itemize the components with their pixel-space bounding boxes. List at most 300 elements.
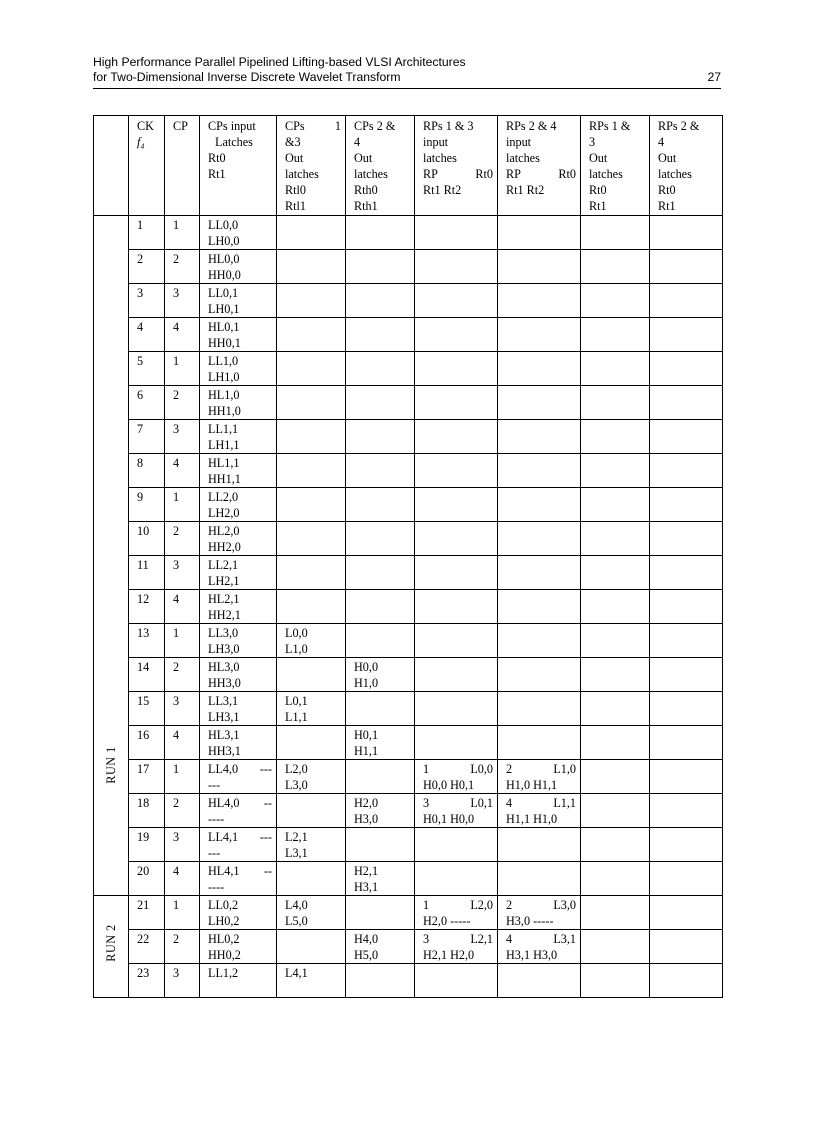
rps-2-4-input-cell xyxy=(498,692,581,726)
rps-2-4-input-cell xyxy=(498,318,581,352)
cp-input-dash: --- xyxy=(259,830,272,844)
cps-2-4-value: H1,1 xyxy=(354,744,379,758)
cps-2-4-out-cell xyxy=(346,454,415,488)
cps-2-4-out-cell xyxy=(346,420,415,454)
rps-1-3-out-cell xyxy=(581,760,650,794)
cps-2-4-value: H0,1 xyxy=(354,728,379,742)
rps-1-3-out-cell xyxy=(581,250,650,284)
ck-value: 19 xyxy=(137,830,150,844)
cp-input-cell xyxy=(200,658,277,692)
cp-value: 2 xyxy=(173,796,180,810)
cp-value: 1 xyxy=(173,898,180,912)
cp-cell xyxy=(165,964,200,998)
ck-value: 7 xyxy=(137,422,144,436)
ck-value: 13 xyxy=(137,626,150,640)
cp-input-value: HH1,1 xyxy=(208,472,241,486)
rps-2-4-line xyxy=(506,761,576,777)
rps-1-3-input-cell xyxy=(415,216,498,250)
rps-1-3-out-cell xyxy=(581,794,650,828)
cp-value: 3 xyxy=(173,558,180,572)
cp-value: 4 xyxy=(173,592,180,606)
rps-2-4-out-cell xyxy=(650,590,723,624)
rps-2-4-out-cell xyxy=(650,556,723,590)
cp-cell xyxy=(165,522,200,556)
rps-1-3-out-cell xyxy=(581,522,650,556)
cps-1-3-out-cell xyxy=(277,556,346,590)
cp-input-value: HL4,1 xyxy=(208,864,240,878)
cps-1-3-value: L4,0 xyxy=(285,898,308,912)
cp-input-cell xyxy=(200,488,277,522)
table-row xyxy=(94,692,723,726)
rps-1-3-input-cell xyxy=(415,590,498,624)
cp-value: 2 xyxy=(173,388,180,402)
ck-cell xyxy=(129,352,165,386)
rps-1-3-value: L0,1 xyxy=(470,796,493,810)
rps-1-3-input-cell xyxy=(415,250,498,284)
rps-2-4-input-cell xyxy=(498,760,581,794)
cps-1-3-out-cell xyxy=(277,420,346,454)
rps-1-3-input-cell xyxy=(415,692,498,726)
cps-1-3-out-cell xyxy=(277,726,346,760)
ck-value: 18 xyxy=(137,796,150,810)
rps-1-3-input-cell xyxy=(415,658,498,692)
rps-2-4-line xyxy=(506,931,576,947)
rps-1-3-value: L2,1 xyxy=(470,932,493,946)
rps-2-4-out-cell xyxy=(650,420,723,454)
rps-2-4-input-cell xyxy=(498,284,581,318)
rps-2-4-line xyxy=(506,897,576,913)
rps-1-3-value: H2,1 H2,0 xyxy=(423,948,475,962)
cp-input-cell xyxy=(200,692,277,726)
cp-input-value: LH2,1 xyxy=(208,574,240,588)
cp-cell xyxy=(165,760,200,794)
cp-value: 4 xyxy=(173,320,180,334)
table-row xyxy=(94,590,723,624)
cp-input-cell xyxy=(200,556,277,590)
rp-number: 4 xyxy=(506,796,513,810)
cp-input-cell xyxy=(200,760,277,794)
cp-input-value: HL3,0 xyxy=(208,660,240,674)
cp-input-value: HH0,1 xyxy=(208,336,241,350)
cps-1-3-out-cell xyxy=(277,590,346,624)
cp-value: 3 xyxy=(173,966,180,980)
cp-cell xyxy=(165,794,200,828)
page-number: 27 xyxy=(707,70,721,84)
cps-2-4-value: H4,0 xyxy=(354,932,379,946)
table-row xyxy=(94,828,723,862)
cp-input-line xyxy=(208,761,272,777)
cps-1-3-value: L4,1 xyxy=(285,966,308,980)
table-row xyxy=(94,556,723,590)
table-row xyxy=(94,420,723,454)
cp-input-cell xyxy=(200,250,277,284)
cp-input-line xyxy=(208,863,272,879)
rps-2-4-input-cell xyxy=(498,522,581,556)
cp-input-dash: -- xyxy=(263,796,272,810)
ck-cell xyxy=(129,250,165,284)
cps-2-4-out-cell xyxy=(346,590,415,624)
cp-value: 2 xyxy=(173,252,180,266)
table-body xyxy=(94,216,723,998)
ck-cell xyxy=(129,930,165,964)
table-row xyxy=(94,522,723,556)
rps-2-4-value: H1,1 H1,0 xyxy=(506,812,558,826)
ck-value: 3 xyxy=(137,286,144,300)
ck-cell xyxy=(129,556,165,590)
rps-1-3-input-cell xyxy=(415,556,498,590)
cp-value: 2 xyxy=(173,660,180,674)
ck-value: 2 xyxy=(137,252,144,266)
cp-input-value: LL0,1 xyxy=(208,286,239,300)
cps-1-3-out-cell xyxy=(277,964,346,998)
cp-value: 1 xyxy=(173,354,180,368)
rps-2-4-out-cell xyxy=(650,896,723,930)
rps-2-4-out-cell xyxy=(650,964,723,998)
cps-1-3-out-cell xyxy=(277,862,346,896)
rps-1-3-out-cell xyxy=(581,284,650,318)
cp-input-cell xyxy=(200,318,277,352)
rps-1-3-value: L2,0 xyxy=(470,898,493,912)
cp-cell xyxy=(165,454,200,488)
cp-cell xyxy=(165,828,200,862)
cp-cell xyxy=(165,386,200,420)
cps-1-3-value: L1,0 xyxy=(285,642,308,656)
ck-cell xyxy=(129,896,165,930)
cp-input-value: HH3,1 xyxy=(208,744,241,758)
table-row xyxy=(94,386,723,420)
cp-cell xyxy=(165,318,200,352)
rps-2-4-out-cell xyxy=(650,862,723,896)
running-title-line-1: High Performance Parallel Pipelined Lifting-based VLSI Architectures xyxy=(93,55,466,69)
cp-input-value: HH1,0 xyxy=(208,404,241,418)
corner-cell xyxy=(94,116,129,216)
rps-2-4-input-cell xyxy=(498,828,581,862)
cps-2-4-out-cell xyxy=(346,386,415,420)
rps-2-4-input-cell xyxy=(498,726,581,760)
cp-value: 1 xyxy=(173,762,180,776)
cps-2-4-out-cell xyxy=(346,692,415,726)
rps-1-3-input-cell xyxy=(415,930,498,964)
rps-2-4-input-cell xyxy=(498,658,581,692)
cp-input-cell xyxy=(200,862,277,896)
cps-1-3-value: L2,0 xyxy=(285,762,308,776)
rps-2-4-input-cell xyxy=(498,862,581,896)
cps-1-3-value: L1,1 xyxy=(285,710,308,724)
rps-2-4-input-cell xyxy=(498,216,581,250)
rps-1-3-line xyxy=(423,795,493,811)
rps-2-4-input-cell xyxy=(498,896,581,930)
rps-2-4-input-cell xyxy=(498,386,581,420)
ck-value: 17 xyxy=(137,762,150,776)
rps-2-4-input-cell xyxy=(498,794,581,828)
rps-1-3-input-cell xyxy=(415,488,498,522)
rps-1-3-line xyxy=(423,897,493,913)
cp-input-value: LH2,0 xyxy=(208,506,240,520)
ck-value: 15 xyxy=(137,694,150,708)
cp-input-cell xyxy=(200,420,277,454)
cps-2-4-out-cell xyxy=(346,250,415,284)
rps-2-4-input-cell xyxy=(498,624,581,658)
table-row xyxy=(94,488,723,522)
rps-1-3-input-cell xyxy=(415,726,498,760)
cps-2-4-out-cell xyxy=(346,760,415,794)
ck-cell xyxy=(129,216,165,250)
cps-1-3-out-cell xyxy=(277,624,346,658)
rp-number: 1 xyxy=(423,762,430,776)
cps-2-4-out-cell xyxy=(346,828,415,862)
cp-input-value: LL2,0 xyxy=(208,490,239,504)
cps-2-4-out-cell xyxy=(346,216,415,250)
cps-2-4-out-cell xyxy=(346,896,415,930)
ck-value: 1 xyxy=(137,218,144,232)
table-row xyxy=(94,794,723,828)
rp-number: 2 xyxy=(506,898,513,912)
rps-1-3-input-cell xyxy=(415,318,498,352)
cp-input-cell xyxy=(200,522,277,556)
cp-value: 2 xyxy=(173,524,180,538)
rps-2-4-out-cell xyxy=(650,284,723,318)
ck-cell xyxy=(129,692,165,726)
ck-cell xyxy=(129,658,165,692)
cps-1-3-out-cell xyxy=(277,692,346,726)
cp-cell xyxy=(165,726,200,760)
cps-1-3-out-cell xyxy=(277,522,346,556)
cps-2-4-out-cell xyxy=(346,624,415,658)
ck-cell xyxy=(129,488,165,522)
col-rps-2-4-input: RPs 2 & 4 input latches RP Rt0 Rt1 Rt2 xyxy=(498,116,581,216)
rps-2-4-input-cell xyxy=(498,352,581,386)
rps-2-4-out-cell xyxy=(650,692,723,726)
cp-input-cell xyxy=(200,352,277,386)
table-row xyxy=(94,454,723,488)
col-cp: CP xyxy=(165,116,200,216)
cps-1-3-out-cell xyxy=(277,658,346,692)
cps-2-4-value: H2,1 xyxy=(354,864,379,878)
rps-2-4-value: L3,0 xyxy=(553,898,576,912)
cps-2-4-value: H1,0 xyxy=(354,676,379,690)
rps-1-3-input-cell xyxy=(415,862,498,896)
cp-input-value: LH3,0 xyxy=(208,642,240,656)
cp-input-value: HH2,1 xyxy=(208,608,241,622)
rps-1-3-out-cell xyxy=(581,454,650,488)
cps-2-4-out-cell xyxy=(346,964,415,998)
ck-cell xyxy=(129,760,165,794)
cp-input-cell xyxy=(200,624,277,658)
cps-1-3-out-cell xyxy=(277,318,346,352)
cps-1-3-value: L0,1 xyxy=(285,694,308,708)
cp-cell xyxy=(165,624,200,658)
cp-input-cell xyxy=(200,828,277,862)
rps-1-3-out-cell xyxy=(581,930,650,964)
table-row xyxy=(94,658,723,692)
ck-cell xyxy=(129,828,165,862)
rps-2-4-input-cell xyxy=(498,420,581,454)
table-row xyxy=(94,624,723,658)
rps-2-4-input-cell xyxy=(498,454,581,488)
cps-1-3-out-cell xyxy=(277,828,346,862)
cp-value: 3 xyxy=(173,830,180,844)
cp-input-value: LL1,0 xyxy=(208,354,239,368)
rps-1-3-out-cell xyxy=(581,386,650,420)
cp-input-cell xyxy=(200,386,277,420)
rp-number: 1 xyxy=(423,898,430,912)
cp-value: 3 xyxy=(173,422,180,436)
cp-input-value: LH0,1 xyxy=(208,302,240,316)
cp-input-cell xyxy=(200,726,277,760)
rps-1-3-out-cell xyxy=(581,828,650,862)
cp-input-value: --- xyxy=(208,778,221,792)
col-rps-1-3-input: RPs 1 & 3 input latches RP Rt0 Rt1 Rt2 xyxy=(415,116,498,216)
cp-cell xyxy=(165,352,200,386)
cp-cell xyxy=(165,692,200,726)
cps-2-4-out-cell xyxy=(346,488,415,522)
rp-number: 2 xyxy=(506,762,513,776)
table-row xyxy=(94,726,723,760)
cp-input-value: ---- xyxy=(208,812,225,826)
cp-input-value: HL1,1 xyxy=(208,456,240,470)
cp-input-cell xyxy=(200,216,277,250)
ck-value: 5 xyxy=(137,354,144,368)
table-row xyxy=(94,964,723,998)
ck-value: 4 xyxy=(137,320,144,334)
ck-cell xyxy=(129,794,165,828)
cp-cell xyxy=(165,930,200,964)
cp-value: 4 xyxy=(173,456,180,470)
rps-2-4-out-cell xyxy=(650,454,723,488)
rps-1-3-input-cell xyxy=(415,964,498,998)
rps-1-3-input-cell xyxy=(415,420,498,454)
cp-value: 3 xyxy=(173,286,180,300)
cps-1-3-out-cell xyxy=(277,216,346,250)
cps-1-3-out-cell xyxy=(277,352,346,386)
cp-value: 4 xyxy=(173,728,180,742)
rps-2-4-value: L1,1 xyxy=(553,796,576,810)
ck-value: 9 xyxy=(137,490,144,504)
cp-input-value: HH3,0 xyxy=(208,676,241,690)
rps-2-4-out-cell xyxy=(650,624,723,658)
cp-cell xyxy=(165,420,200,454)
ck-cell xyxy=(129,624,165,658)
cp-input-value: LL4,0 xyxy=(208,762,239,776)
rps-1-3-value: L0,0 xyxy=(470,762,493,776)
rps-2-4-input-cell xyxy=(498,590,581,624)
rps-1-3-input-cell xyxy=(415,522,498,556)
table-row xyxy=(94,896,723,930)
cps-1-3-out-cell xyxy=(277,250,346,284)
rps-2-4-out-cell xyxy=(650,930,723,964)
cp-input-value: LH1,0 xyxy=(208,370,240,384)
cp-cell xyxy=(165,556,200,590)
rps-2-4-out-cell xyxy=(650,488,723,522)
cps-1-3-value: L3,1 xyxy=(285,846,308,860)
rps-1-3-out-cell xyxy=(581,964,650,998)
rps-2-4-value: H3,0 ----- xyxy=(506,914,554,928)
cps-1-3-out-cell xyxy=(277,386,346,420)
rps-1-3-input-cell xyxy=(415,284,498,318)
rps-2-4-out-cell xyxy=(650,522,723,556)
cps-2-4-value: H0,0 xyxy=(354,660,379,674)
rps-1-3-out-cell xyxy=(581,862,650,896)
col-cps-1-3-out: CPs 1 &3 Out latches Rtl0 Rtl1 xyxy=(277,116,346,216)
cps-2-4-out-cell xyxy=(346,930,415,964)
run-1-label: RUN 1 xyxy=(104,746,118,784)
rp-number: 3 xyxy=(423,796,430,810)
rps-1-3-out-cell xyxy=(581,624,650,658)
rps-2-4-value: H1,0 H1,1 xyxy=(506,778,558,792)
cp-value: 2 xyxy=(173,932,180,946)
cp-input-value: LL0,2 xyxy=(208,898,239,912)
ck-value: 20 xyxy=(137,864,150,878)
cp-input-value: HL0,2 xyxy=(208,932,240,946)
cp-cell xyxy=(165,488,200,522)
table-row xyxy=(94,930,723,964)
rps-2-4-out-cell xyxy=(650,658,723,692)
cp-value: 4 xyxy=(173,864,180,878)
cp-input-value: LL3,1 xyxy=(208,694,239,708)
run-2-label: RUN 2 xyxy=(104,924,118,962)
rps-2-4-value: H3,1 H3,0 xyxy=(506,948,558,962)
running-title-line-2: for Two-Dimensional Inverse Discrete Wavelet Transform xyxy=(93,70,401,84)
rps-1-3-out-cell xyxy=(581,692,650,726)
rps-1-3-input-cell xyxy=(415,760,498,794)
cp-input-value: LH1,1 xyxy=(208,438,240,452)
cp-input-value: HL4,0 xyxy=(208,796,240,810)
cps-1-3-out-cell xyxy=(277,284,346,318)
cp-input-cell xyxy=(200,930,277,964)
rps-1-3-out-cell xyxy=(581,352,650,386)
cp-input-value: LL4,1 xyxy=(208,830,239,844)
ck-value: 11 xyxy=(137,558,149,572)
cp-input-value: HL0,1 xyxy=(208,320,240,334)
cp-input-value: LH3,1 xyxy=(208,710,240,724)
ck-cell xyxy=(129,590,165,624)
ck-cell xyxy=(129,454,165,488)
table-row xyxy=(94,284,723,318)
rps-2-4-value: L3,1 xyxy=(553,932,576,946)
cps-1-3-value: L2,1 xyxy=(285,830,308,844)
cp-cell xyxy=(165,862,200,896)
rps-1-3-value: H0,0 H0,1 xyxy=(423,778,475,792)
rps-1-3-out-cell xyxy=(581,420,650,454)
rps-1-3-input-cell xyxy=(415,454,498,488)
cp-input-dash: --- xyxy=(259,762,272,776)
ck-value: 8 xyxy=(137,456,144,470)
cp-input-value: HH0,2 xyxy=(208,948,241,962)
cps-1-3-value: L0,0 xyxy=(285,626,308,640)
rps-2-4-out-cell xyxy=(650,386,723,420)
rps-2-4-input-cell xyxy=(498,250,581,284)
cp-value: 3 xyxy=(173,694,180,708)
cp-input-value: HL1,0 xyxy=(208,388,240,402)
cp-input-line xyxy=(208,795,272,811)
cps-2-4-out-cell xyxy=(346,658,415,692)
table-row xyxy=(94,352,723,386)
ck-value: 22 xyxy=(137,932,150,946)
rps-2-4-value: L1,0 xyxy=(553,762,576,776)
col-rps-1-3-out: RPs 1 & 3 Out latches Rt0 Rt1 xyxy=(581,116,650,216)
cps-1-3-out-cell xyxy=(277,930,346,964)
cps-1-3-value: L5,0 xyxy=(285,914,308,928)
ck-value: 23 xyxy=(137,966,150,980)
cp-input-value: --- xyxy=(208,846,221,860)
col-ck: CK f₄ xyxy=(129,116,165,216)
page-header xyxy=(93,55,721,85)
cps-2-4-out-cell xyxy=(346,726,415,760)
cps-2-4-out-cell xyxy=(346,522,415,556)
ck-cell xyxy=(129,726,165,760)
ck-value: 12 xyxy=(137,592,150,606)
rps-1-3-input-cell xyxy=(415,352,498,386)
